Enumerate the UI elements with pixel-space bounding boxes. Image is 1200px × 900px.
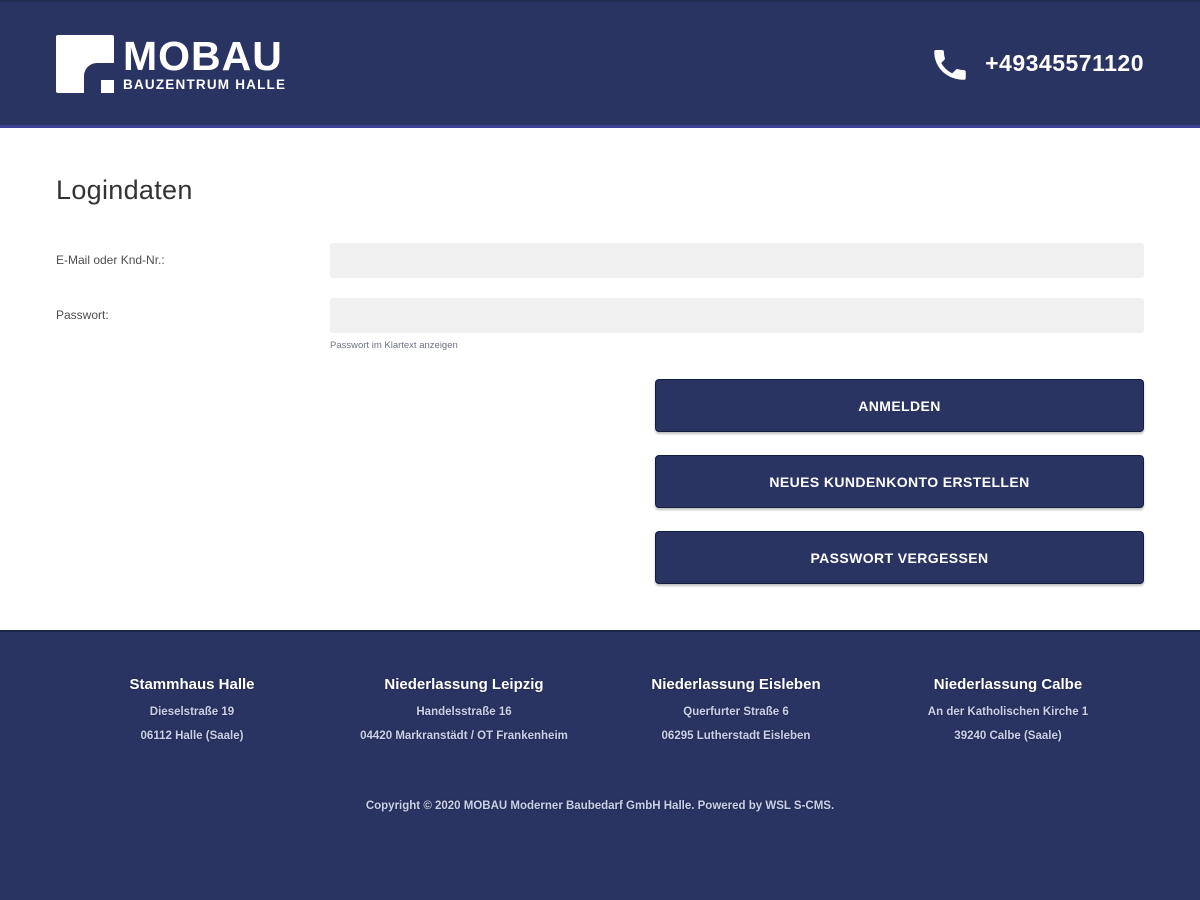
branch-eisleben	[600, 676, 872, 754]
branch-name: Niederlassung Calbe	[933, 676, 1083, 693]
password-input[interactable]	[330, 298, 1144, 333]
branch-city: 04420 Markranstädt / OT Frankenheim	[360, 730, 568, 742]
logo-dot	[101, 80, 114, 93]
copyright-notice: Copyright © 2020 MOBAU Moderner Baubedarf GmbH Halle. Powered by WSL S-CMS.	[365, 800, 835, 812]
show-password-toggle[interactable]: Passwort im Klartext anzeigen	[330, 340, 458, 351]
branch-name: Niederlassung Eisleben	[651, 676, 821, 693]
branch-city: 39240 Calbe (Saale)	[954, 730, 1062, 742]
email-input[interactable]	[330, 243, 1144, 278]
header	[0, 0, 1200, 128]
branch-street: An der Katholischen Kirche 1	[927, 706, 1089, 718]
branch-list	[56, 676, 1144, 754]
branch-street: Dieselstraße 19	[149, 706, 235, 718]
branch-name: Niederlassung Leipzig	[384, 676, 544, 693]
phone-icon	[929, 43, 971, 85]
branch-calbe	[872, 676, 1144, 754]
email-label: E-Mail oder Knd-Nr.:	[56, 253, 165, 267]
email-row	[56, 243, 1144, 278]
branch-name: Stammhaus Halle	[129, 676, 255, 693]
password-row	[56, 298, 1144, 353]
phone-contact[interactable]	[929, 43, 1144, 85]
login-form	[56, 243, 1144, 584]
branch-halle	[56, 676, 328, 754]
forgot-password-button[interactable]: PASSWORT VERGESSEN	[655, 531, 1144, 584]
branch-street: Querfurter Straße 6	[683, 706, 789, 718]
brand-tagline: BAUZENTRUM HALLE	[123, 77, 287, 93]
page-title: Logindaten	[56, 175, 193, 205]
footer	[0, 630, 1200, 900]
register-button[interactable]: NEUES KUNDENKONTO ERSTELLEN	[655, 455, 1144, 508]
branch-city: 06112 Halle (Saale)	[140, 730, 244, 742]
login-button[interactable]: ANMELDEN	[655, 379, 1144, 432]
branch-city: 06295 Lutherstadt Eisleben	[661, 730, 811, 742]
branch-street: Handelsstraße 16	[416, 706, 512, 718]
mobau-logo-icon	[56, 35, 114, 93]
login-section	[0, 128, 1200, 630]
brand-name: MOBAU	[123, 32, 283, 79]
branch-leipzig	[328, 676, 600, 754]
password-label: Passwort:	[56, 308, 109, 322]
button-stack	[56, 379, 1144, 584]
wordmark	[123, 32, 287, 93]
brand-logo[interactable]	[56, 32, 287, 93]
phone-number[interactable]: +49345571120	[985, 50, 1144, 76]
